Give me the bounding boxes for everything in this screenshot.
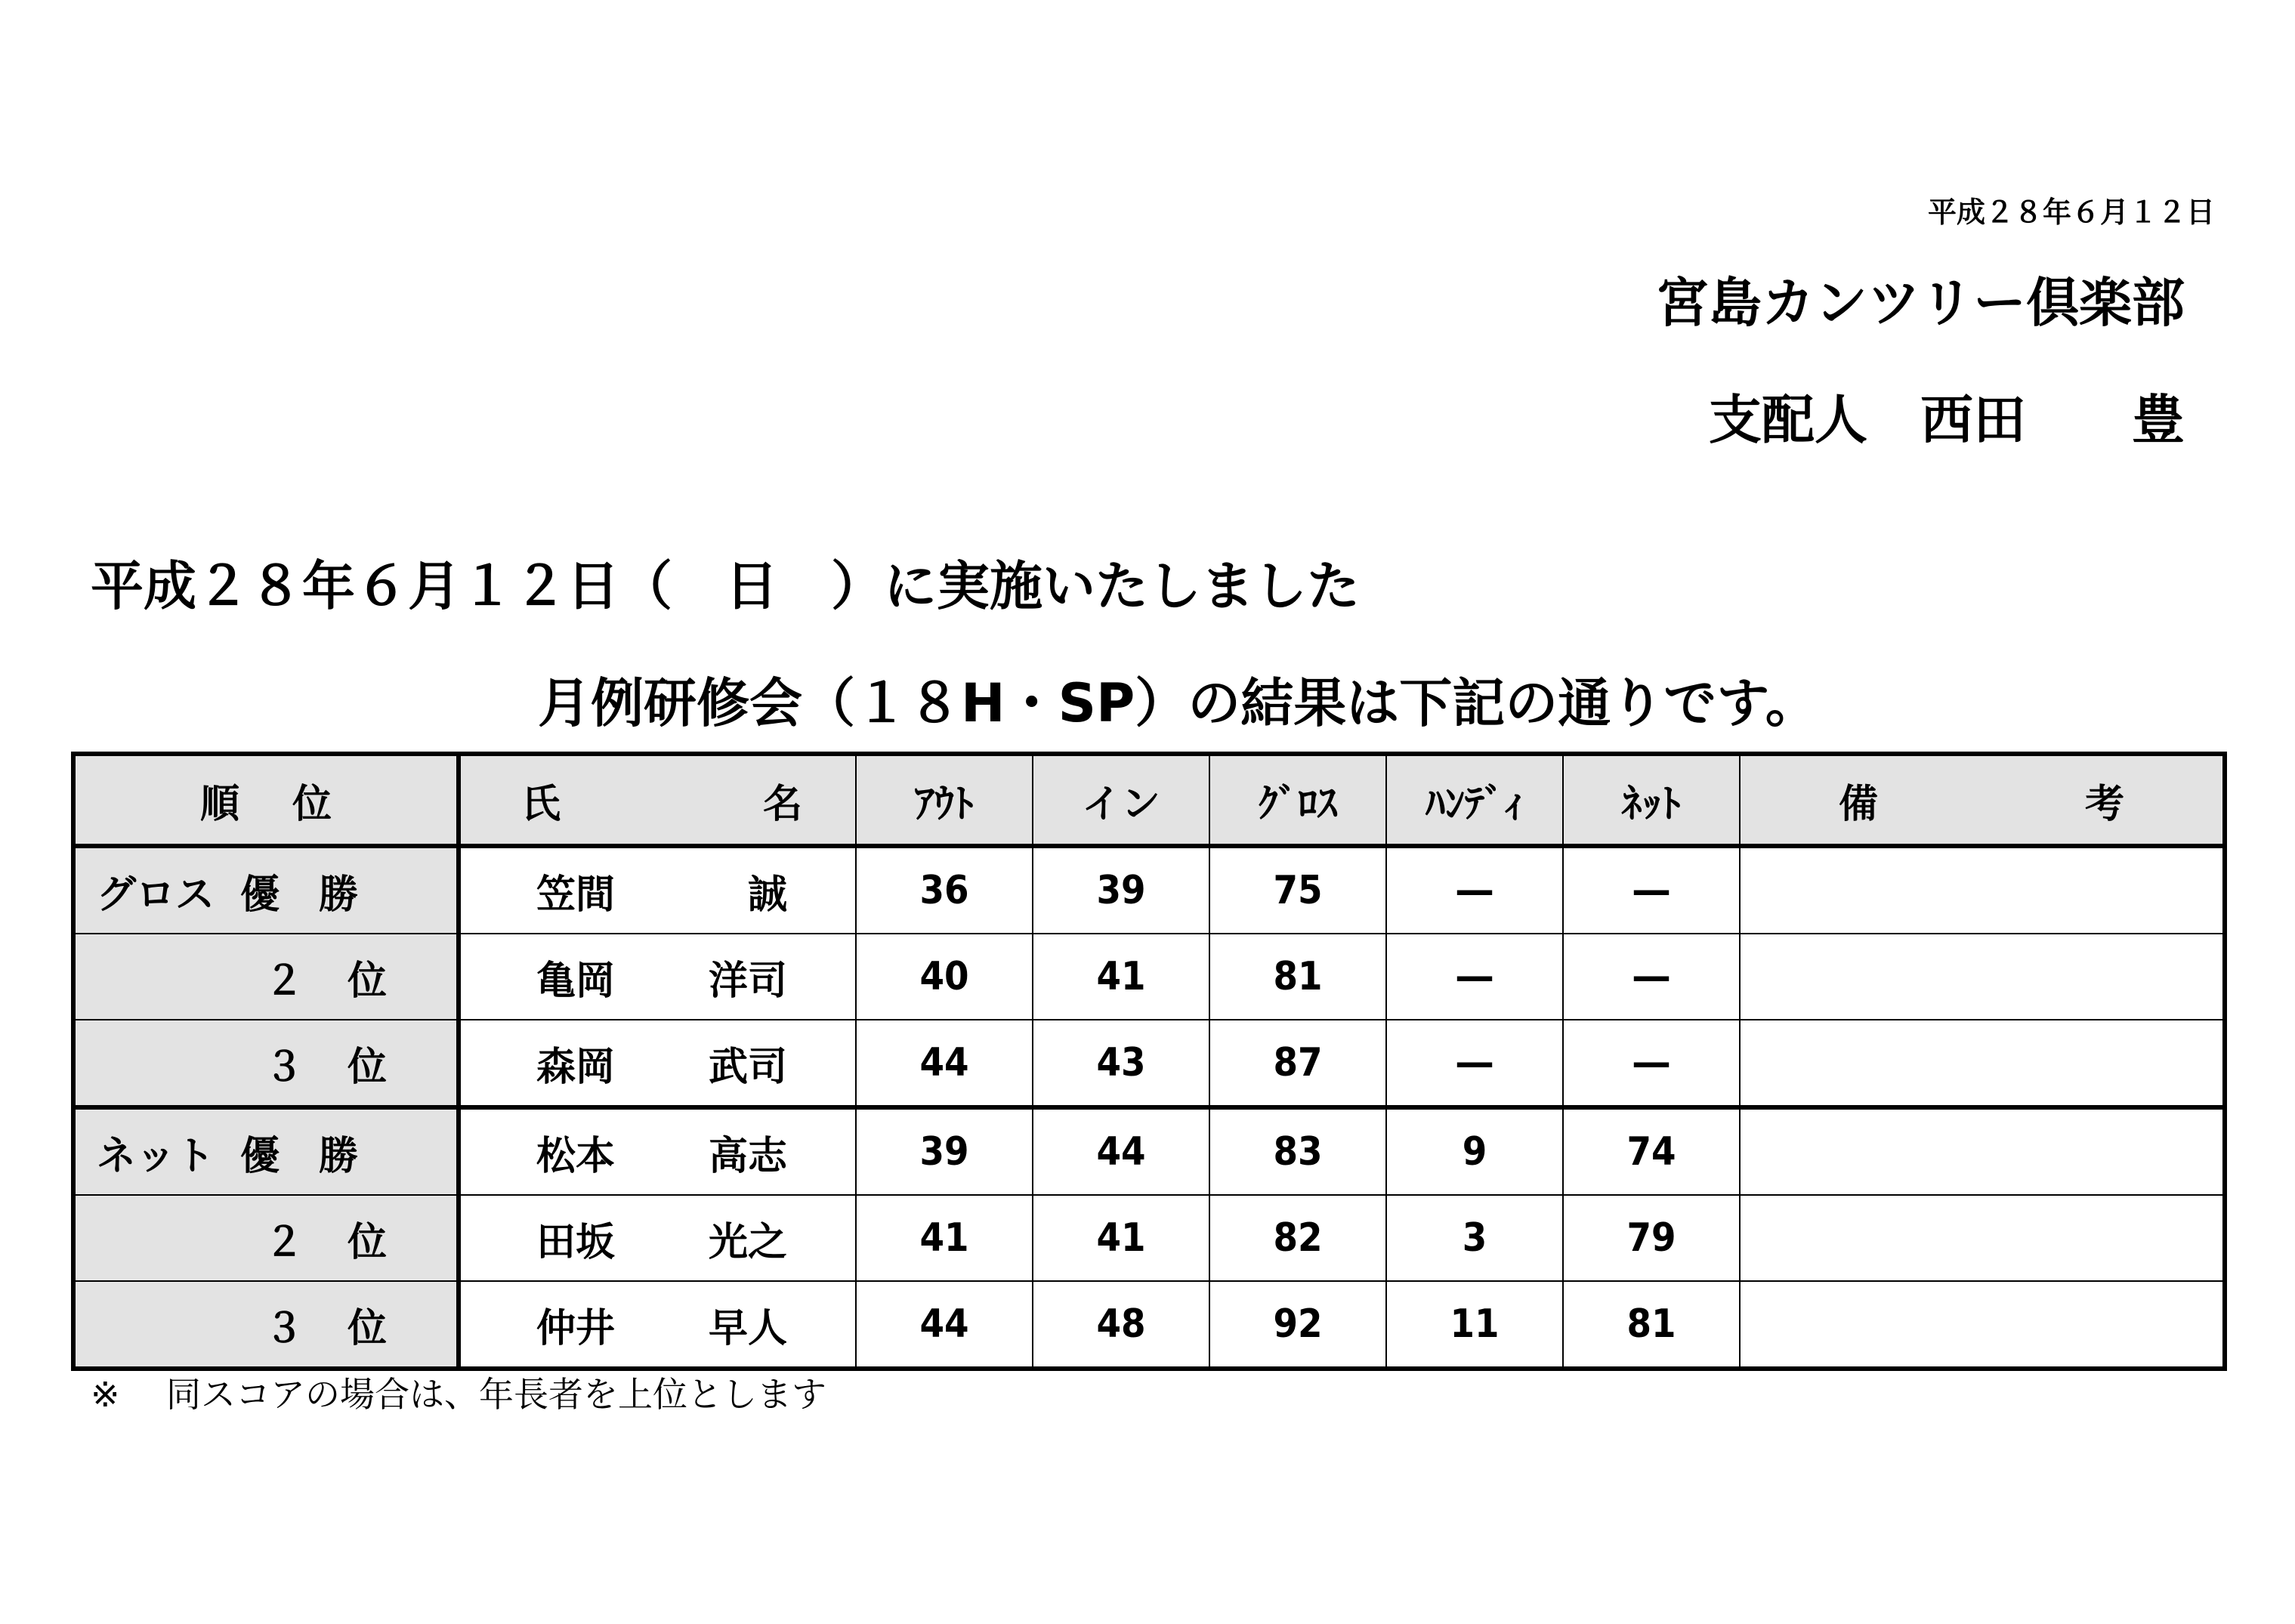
table-row [73, 934, 2225, 1020]
table-row [73, 846, 2225, 934]
gross-score: 82 [1209, 1195, 1386, 1281]
net-score: — [1563, 846, 1740, 934]
in-score: 44 [1033, 1107, 1209, 1195]
handicap-value: — [1386, 846, 1563, 934]
manager-surname: 西田 [1920, 389, 2026, 451]
document-date: 平成２８年６月１２日 [1927, 196, 2215, 229]
club-name: 宮島カンツリー倶楽部 [1656, 272, 2185, 334]
out-score: 39 [856, 1107, 1033, 1195]
remarks-cell [1740, 846, 2225, 934]
manager-line [1709, 378, 2185, 454]
remarks-cell [1740, 1281, 2225, 1369]
handicap-value: 3 [1386, 1195, 1563, 1281]
net-score: 81 [1563, 1281, 1740, 1369]
out-score: 44 [856, 1281, 1033, 1369]
net-score: 74 [1563, 1107, 1740, 1195]
net-score: — [1563, 934, 1740, 1020]
header-net: ﾈｯﾄ [1563, 754, 1740, 846]
footnote-text: 同スコアの場合は、年長者を上位とします [166, 1374, 826, 1415]
in-score: 48 [1033, 1281, 1209, 1369]
player-name: 笠間 誠 [459, 846, 856, 934]
table-header-row [73, 754, 2225, 846]
remarks-cell [1740, 1020, 2225, 1107]
out-score: 41 [856, 1195, 1033, 1281]
table-row [73, 1020, 2225, 1107]
header-out: ｱｳﾄ [856, 754, 1033, 846]
net-score: — [1563, 1020, 1740, 1107]
handicap-value: 11 [1386, 1281, 1563, 1369]
table-row [73, 1281, 2225, 1369]
header-gross: ｸﾞﾛｽ [1209, 754, 1386, 846]
player-name: 松本 高志 [459, 1107, 856, 1195]
rank-cell: ３ 位 [73, 1020, 459, 1107]
reference-mark-icon: ※ [91, 1374, 120, 1415]
gross-score: 83 [1209, 1107, 1386, 1195]
rank-cell: グロス 優 勝 [73, 846, 459, 934]
gross-score: 92 [1209, 1281, 1386, 1369]
out-score: 40 [856, 934, 1033, 1020]
table-row [73, 1195, 2225, 1281]
in-score: 39 [1033, 846, 1209, 934]
player-name: 森岡 武司 [459, 1020, 856, 1107]
player-name: 仲井 早人 [459, 1281, 856, 1369]
footnote [91, 1367, 826, 1417]
handicap-value: — [1386, 934, 1563, 1020]
header-remarks: 備 考 [1740, 754, 2225, 846]
header-name: 氏 名 [459, 754, 856, 846]
table-row [73, 1107, 2225, 1195]
player-name: 田坂 光之 [459, 1195, 856, 1281]
net-score: 79 [1563, 1195, 1740, 1281]
results-table [71, 752, 2227, 1371]
rank-cell: ３ 位 [73, 1281, 459, 1369]
in-score: 41 [1033, 934, 1209, 1020]
header-handicap: ﾊﾝﾃﾞｨ [1386, 754, 1563, 846]
out-score: 44 [856, 1020, 1033, 1107]
handicap-value: — [1386, 1020, 1563, 1107]
manager-given-name: 豊 [2132, 389, 2185, 451]
intro-line-1: 平成２８年６月１２日（ 日 ）に実施いたしました [91, 555, 1360, 617]
rank-cell: ２ 位 [73, 934, 459, 1020]
gross-score: 75 [1209, 846, 1386, 934]
remarks-cell [1740, 1107, 2225, 1195]
manager-title: 支配人 [1709, 389, 1867, 451]
in-score: 41 [1033, 1195, 1209, 1281]
in-score: 43 [1033, 1020, 1209, 1107]
player-name: 亀岡 洋司 [459, 934, 856, 1020]
handicap-value: 9 [1386, 1107, 1563, 1195]
header-in: イン [1033, 754, 1209, 846]
gross-score: 87 [1209, 1020, 1386, 1107]
remarks-cell [1740, 934, 2225, 1020]
remarks-cell [1740, 1195, 2225, 1281]
gross-score: 81 [1209, 934, 1386, 1020]
rank-cell: ２ 位 [73, 1195, 459, 1281]
header-rank: 順 位 [73, 754, 459, 846]
out-score: 36 [856, 846, 1033, 934]
intro-line-2: 月例研修会（１８H・SP）の結果は下記の通りです。 [538, 672, 1818, 734]
rank-cell: ネット 優 勝 [73, 1107, 459, 1195]
